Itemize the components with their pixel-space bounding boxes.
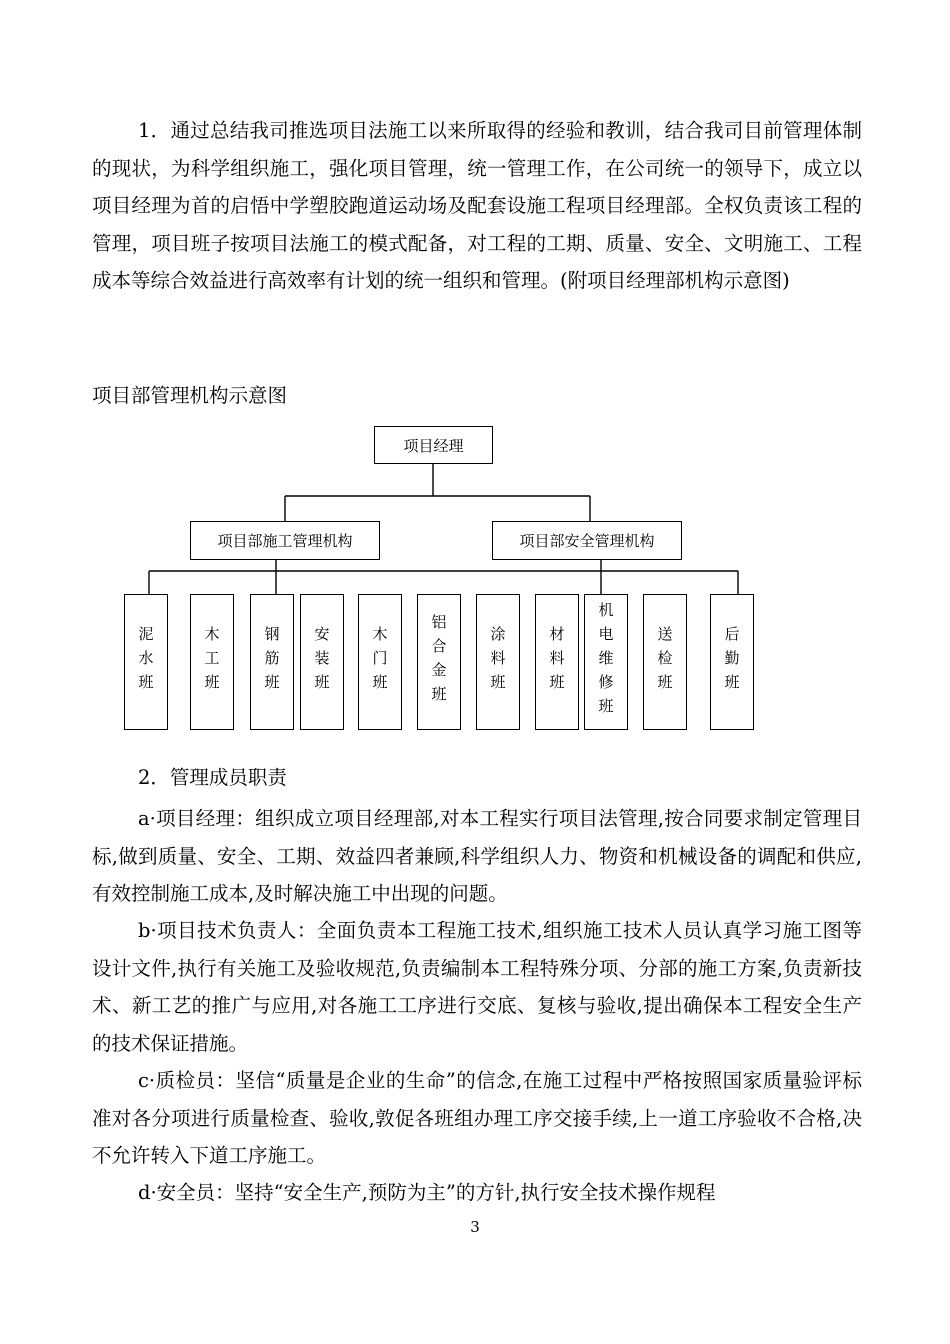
team-box: 涂料班 [476,594,520,730]
page-number: 3 [470,1218,480,1236]
team-box: 送检班 [643,594,687,730]
org-construction-management: 项目部施工管理机构 [190,521,380,560]
team-box: 安装班 [300,594,344,730]
team-box: 泥水班 [124,594,168,730]
duty-project-manager: a·项目经理：组织成立项目经理部,对本工程实行项目法管理,按合同要求制定管理目标,做到质量、安全、工期、效益四者兼顾,科学组织人力、物资和机械设备的调配和供应,有效控制施工成本,及时解决施工中出现的问题。 [92,807,862,905]
duty-quality-inspector: c·质检员：坚信“质量是企业的生命”的信念,在施工过程中严格按照国家质量验评标准对各分项进行质量检查、验收,敦促各班组办理工序交接手续,上一道工序验收不合格,决不允许转入下道工序施工。 [92,1069,862,1167]
team-box: 机电维修班 [584,594,628,730]
team-box: 钢筋班 [250,594,294,730]
section2-heading: 2．管理成员职责 [138,766,287,789]
org-root-project-manager: 项目经理 [374,426,493,464]
intro-paragraph: 1．通过总结我司推选项目法施工以来所取得的经验和教训，结合我司目前管理体制的现状，为科学组织施工，强化项目管理，统一管理工作，在公司统一的领导下，成立以项目经理为首的启悟中学塑胶跑道运动场及配套设施工程项目经理部。全权负责该工程的管理，项目班子按项目法施工的模式配备，对工程的工期、质量、安全、文明施工、工程成本等综合效益进行高效率有计划的统一组织和管理。(附项目经理部机构示意图) [92,119,862,292]
duty-safety-officer: d·安全员：坚持“安全生产,预防为主”的方针,执行安全技术操作规程 [138,1181,716,1204]
org-safety-management: 项目部安全管理机构 [492,521,682,560]
team-box: 木工班 [190,594,234,730]
team-box: 木门班 [358,594,402,730]
chart-caption: 项目部管理机构示意图 [92,384,288,407]
duty-technical-lead: b·项目技术负责人：全面负责本工程施工技术,组织施工技术人员认真学习施工图等设计文件,执行有关施工及验收规范,负责编制本工程特殊分项、分部的施工方案,负责新技术、新工艺的推广与应用,对各施工工序进行交底、复核与验收,提出确保本工程安全生产的技术保证措施。 [92,919,862,1055]
team-box: 铝合金班 [417,594,461,730]
team-box: 后勤班 [710,594,754,730]
team-box: 材料班 [535,594,579,730]
